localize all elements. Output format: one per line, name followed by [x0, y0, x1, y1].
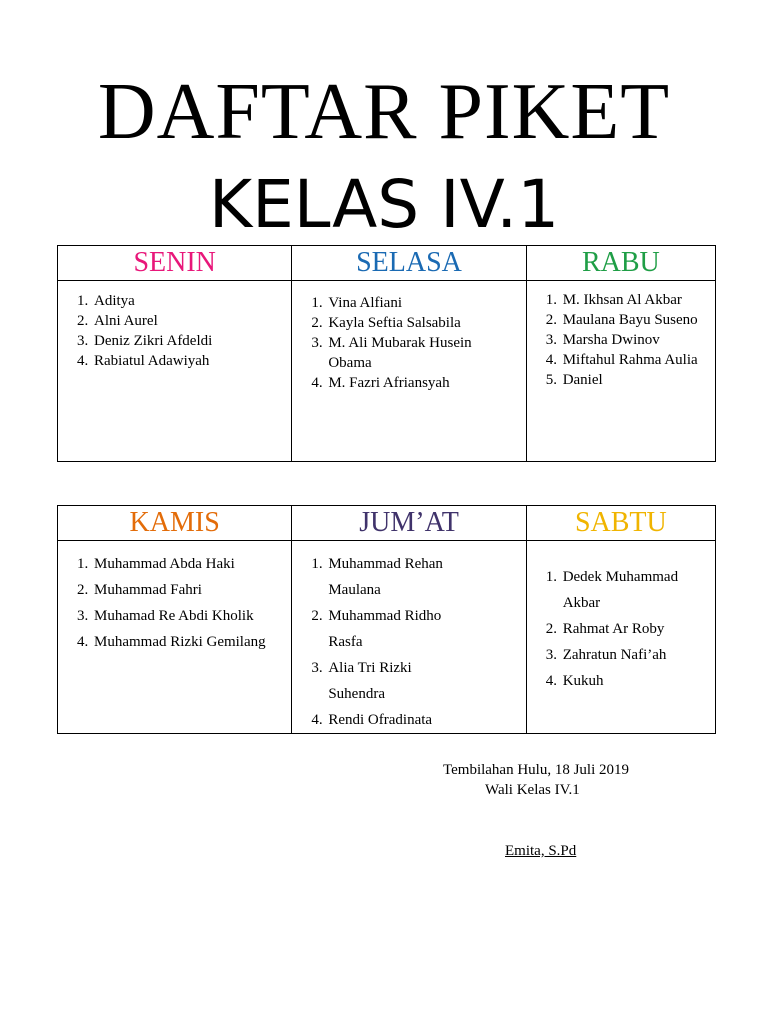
list-item: 1. Aditya — [92, 291, 291, 311]
day-header-kamis: KAMIS — [58, 506, 292, 541]
day-cell-rabu — [526, 281, 715, 462]
name-list-jumat — [292, 551, 466, 733]
day-header-sabtu: SABTU — [526, 506, 715, 541]
list-item: 3. Marsha Dwinov — [561, 330, 709, 350]
day-cell-jumat — [292, 541, 526, 734]
signer-role: Wali Kelas IV.1 — [485, 782, 580, 798]
list-item: 5. Daniel — [561, 370, 709, 390]
place-date: Tembilahan Hulu, 18 Juli 2019 — [443, 762, 630, 778]
day-header-jumat: JUM’AT — [292, 506, 526, 541]
day-header-senin: SENIN — [58, 246, 292, 281]
list-item: 1. Muhammad Abda Haki — [92, 551, 272, 577]
list-item: 4. Rabiatul Adawiyah — [92, 351, 291, 371]
signer-name: Emita, S.Pd — [505, 843, 577, 859]
day-cell-kamis — [58, 541, 292, 734]
list-item: 2. Rahmat Ar Roby — [561, 616, 701, 642]
list-item: 3. Zahratun Nafi’ah — [561, 642, 701, 668]
name-list-rabu — [527, 290, 709, 390]
name-list-selasa — [292, 293, 496, 393]
day-cell-senin — [58, 281, 292, 462]
day-header-rabu: RABU — [526, 246, 715, 281]
list-item: 3. Deniz Zikri Afdeldi — [92, 331, 291, 351]
list-item: 2. Maulana Bayu Suseno — [561, 310, 709, 330]
list-item: 3. M. Ali Mubarak Husein Obama — [326, 333, 496, 373]
list-item: 1. Muhammad Rehan Maulana — [326, 551, 466, 603]
day-header-selasa: SELASA — [292, 246, 526, 281]
list-item: 4. Kukuh — [561, 668, 701, 694]
day-cell-selasa — [292, 281, 526, 462]
list-item: 4. Miftahul Rahma Aulia — [561, 350, 709, 370]
document-title: DAFTAR PIKET — [97, 68, 671, 156]
list-item: 3. Muhamad Re Abdi Kholik — [92, 603, 272, 629]
document-subtitle: KELAS IV.1 — [208, 166, 560, 243]
schedule-table-top — [57, 245, 716, 462]
list-item: 4. Rendi Ofradinata — [326, 707, 466, 733]
list-item: 4. Muhammad Rizki Gemilang — [92, 629, 272, 655]
list-item: 2. Alni Aurel — [92, 311, 291, 331]
schedule-table-bottom — [57, 505, 716, 734]
list-item: 2. Kayla Seftia Salsabila — [326, 313, 496, 333]
name-list-senin — [58, 291, 291, 371]
list-item: 2. Muhammad Ridho Rasfa — [326, 603, 466, 655]
name-list-sabtu — [527, 564, 701, 694]
name-list-kamis — [58, 551, 272, 655]
day-cell-sabtu — [526, 541, 715, 734]
list-item: 4. M. Fazri Afriansyah — [326, 373, 496, 393]
list-item: 3. Alia Tri Rizki Suhendra — [326, 655, 466, 707]
list-item: 2. Muhammad Fahri — [92, 577, 272, 603]
list-item: 1. M. Ikhsan Al Akbar — [561, 290, 709, 310]
list-item: 1. Vina Alfiani — [326, 293, 496, 313]
list-item: 1. Dedek Muhammad Akbar — [561, 564, 701, 616]
